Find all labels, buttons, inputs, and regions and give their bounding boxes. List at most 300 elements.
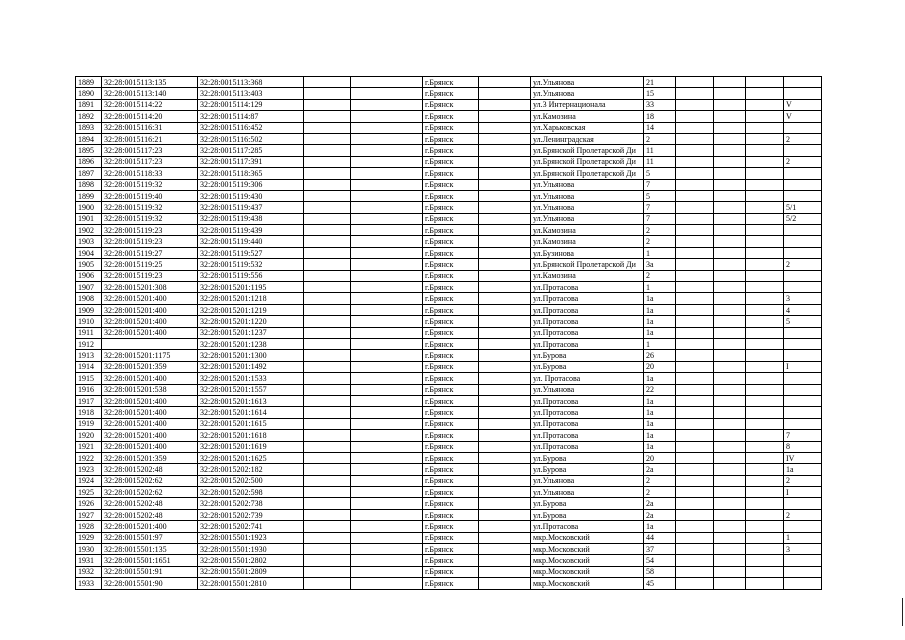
- house-number-cell: 5: [644, 168, 676, 179]
- register-sheet: [75, 76, 822, 590]
- cadastral-parcel-cell: 32:28:0015117:23: [102, 145, 198, 156]
- cadastral-object-cell: 32:28:0015119:527: [198, 247, 304, 258]
- table-row: [76, 179, 822, 190]
- col-4-cell: [304, 168, 351, 179]
- premises-number-cell: 5/1: [784, 202, 822, 213]
- cadastral-parcel-cell: 32:28:0015201:359: [102, 452, 198, 463]
- house-number-cell: 5: [644, 190, 676, 201]
- col-11-cell: [714, 327, 746, 338]
- cadastral-parcel-cell: 32:28:0015116:31: [102, 122, 198, 133]
- col-12-cell: [746, 441, 784, 452]
- col-10-cell: [676, 555, 714, 566]
- cadastral-object-cell: 32:28:0015116:502: [198, 133, 304, 144]
- col-5-cell: [351, 464, 423, 475]
- col-5-cell: [351, 247, 423, 258]
- col-5-cell: [351, 407, 423, 418]
- col-12-cell: [746, 213, 784, 224]
- col-4-cell: [304, 327, 351, 338]
- premises-number-cell: [784, 88, 822, 99]
- col-12-cell: [746, 247, 784, 258]
- col-7-cell: [479, 304, 531, 315]
- cadastral-object-cell: 32:28:0015113:368: [198, 77, 304, 88]
- cadastral-parcel-cell: 32:28:0015201:400: [102, 441, 198, 452]
- col-10-cell: [676, 430, 714, 441]
- col-12-cell: [746, 384, 784, 395]
- col-12-cell: [746, 498, 784, 509]
- col-7-cell: [479, 190, 531, 201]
- col-5-cell: [351, 532, 423, 543]
- city-cell: г.Брянск: [423, 441, 479, 452]
- house-number-cell: 1а: [644, 293, 676, 304]
- col-5-cell: [351, 441, 423, 452]
- col-12-cell: [746, 532, 784, 543]
- table-row: [76, 213, 822, 224]
- col-7-cell: [479, 555, 531, 566]
- city-cell: г.Брянск: [423, 77, 479, 88]
- city-cell: г.Брянск: [423, 99, 479, 110]
- cadastral-object-cell: 32:28:0015501:1930: [198, 544, 304, 555]
- table-row: [76, 77, 822, 88]
- house-number-cell: 1а: [644, 316, 676, 327]
- col-10-cell: [676, 487, 714, 498]
- city-cell: г.Брянск: [423, 213, 479, 224]
- col-7-cell: [479, 487, 531, 498]
- table-row: [76, 111, 822, 122]
- col-5-cell: [351, 373, 423, 384]
- house-number-cell: 14: [644, 122, 676, 133]
- street-cell: ул.Бузинова: [531, 247, 644, 258]
- table-row: [76, 259, 822, 270]
- city-cell: г.Брянск: [423, 532, 479, 543]
- table-row: [76, 270, 822, 281]
- col-11-cell: [714, 509, 746, 520]
- col-5-cell: [351, 236, 423, 247]
- col-11-cell: [714, 145, 746, 156]
- col-11-cell: [714, 236, 746, 247]
- row-number-cell: 1892: [76, 111, 102, 122]
- street-cell: ул.Ульянова: [531, 213, 644, 224]
- table-row: [76, 373, 822, 384]
- col-12-cell: [746, 282, 784, 293]
- col-7-cell: [479, 259, 531, 270]
- col-10-cell: [676, 338, 714, 349]
- premises-number-cell: [784, 168, 822, 179]
- premises-number-cell: I: [784, 361, 822, 372]
- house-number-cell: 1а: [644, 395, 676, 406]
- cadastral-object-cell: 32:28:0015201:1533: [198, 373, 304, 384]
- city-cell: г.Брянск: [423, 361, 479, 372]
- house-number-cell: 1: [644, 338, 676, 349]
- premises-number-cell: [784, 179, 822, 190]
- cadastral-object-cell: 32:28:0015117:285: [198, 145, 304, 156]
- col-10-cell: [676, 532, 714, 543]
- col-11-cell: [714, 407, 746, 418]
- city-cell: г.Брянск: [423, 236, 479, 247]
- page-edge-mark: [902, 598, 903, 626]
- col-5-cell: [351, 327, 423, 338]
- street-cell: ул.Ульянова: [531, 384, 644, 395]
- cadastral-object-cell: 32:28:0015119:430: [198, 190, 304, 201]
- col-12-cell: [746, 122, 784, 133]
- premises-number-cell: [784, 407, 822, 418]
- city-cell: г.Брянск: [423, 418, 479, 429]
- col-10-cell: [676, 441, 714, 452]
- house-number-cell: 2: [644, 270, 676, 281]
- city-cell: г.Брянск: [423, 190, 479, 201]
- col-4-cell: [304, 99, 351, 110]
- col-5-cell: [351, 213, 423, 224]
- col-7-cell: [479, 179, 531, 190]
- city-cell: г.Брянск: [423, 350, 479, 361]
- cadastral-object-cell: 32:28:0015201:1615: [198, 418, 304, 429]
- cadastral-object-cell: 32:28:0015202:500: [198, 475, 304, 486]
- premises-number-cell: [784, 498, 822, 509]
- col-4-cell: [304, 361, 351, 372]
- col-5-cell: [351, 304, 423, 315]
- house-number-cell: 1а: [644, 407, 676, 418]
- col-11-cell: [714, 168, 746, 179]
- row-number-cell: 1894: [76, 133, 102, 144]
- cadastral-parcel-cell: 32:28:0015201:538: [102, 384, 198, 395]
- cadastral-parcel-cell: 32:28:0015201:400: [102, 418, 198, 429]
- house-number-cell: 58: [644, 566, 676, 577]
- city-cell: г.Брянск: [423, 282, 479, 293]
- col-11-cell: [714, 190, 746, 201]
- house-number-cell: 20: [644, 452, 676, 463]
- col-4-cell: [304, 122, 351, 133]
- table-row: [76, 338, 822, 349]
- col-11-cell: [714, 259, 746, 270]
- col-5-cell: [351, 361, 423, 372]
- house-number-cell: 2а: [644, 498, 676, 509]
- col-4-cell: [304, 452, 351, 463]
- col-11-cell: [714, 475, 746, 486]
- city-cell: г.Брянск: [423, 487, 479, 498]
- row-number-cell: 1924: [76, 475, 102, 486]
- table-row: [76, 168, 822, 179]
- col-7-cell: [479, 350, 531, 361]
- table-row: [76, 452, 822, 463]
- house-number-cell: 1а: [644, 430, 676, 441]
- house-number-cell: 21: [644, 77, 676, 88]
- col-10-cell: [676, 395, 714, 406]
- col-12-cell: [746, 475, 784, 486]
- row-number-cell: 1901: [76, 213, 102, 224]
- col-10-cell: [676, 133, 714, 144]
- cadastral-object-cell: 32:28:0015114:87: [198, 111, 304, 122]
- col-5-cell: [351, 384, 423, 395]
- premises-number-cell: [784, 350, 822, 361]
- table-row: [76, 145, 822, 156]
- premises-number-cell: [784, 373, 822, 384]
- col-7-cell: [479, 225, 531, 236]
- table-row: [76, 441, 822, 452]
- street-cell: ул.Ульянова: [531, 190, 644, 201]
- premises-number-cell: 2: [784, 509, 822, 520]
- cadastral-parcel-cell: 32:28:0015119:32: [102, 213, 198, 224]
- col-10-cell: [676, 179, 714, 190]
- col-4-cell: [304, 259, 351, 270]
- col-11-cell: [714, 384, 746, 395]
- col-10-cell: [676, 293, 714, 304]
- row-number-cell: 1893: [76, 122, 102, 133]
- col-4-cell: [304, 373, 351, 384]
- premises-number-cell: [784, 555, 822, 566]
- premises-number-cell: 4: [784, 304, 822, 315]
- street-cell: ул.3 Интернационала: [531, 99, 644, 110]
- cadastral-object-cell: 32:28:0015118:365: [198, 168, 304, 179]
- premises-number-cell: [784, 327, 822, 338]
- cadastral-object-cell: 32:28:0015201:1220: [198, 316, 304, 327]
- table-row: [76, 395, 822, 406]
- city-cell: г.Брянск: [423, 179, 479, 190]
- col-7-cell: [479, 407, 531, 418]
- col-4-cell: [304, 304, 351, 315]
- col-10-cell: [676, 168, 714, 179]
- city-cell: г.Брянск: [423, 247, 479, 258]
- col-10-cell: [676, 475, 714, 486]
- row-number-cell: 1897: [76, 168, 102, 179]
- col-5-cell: [351, 475, 423, 486]
- table-row: [76, 361, 822, 372]
- city-cell: г.Брянск: [423, 430, 479, 441]
- city-cell: г.Брянск: [423, 316, 479, 327]
- col-11-cell: [714, 544, 746, 555]
- cadastral-parcel-cell: 32:28:0015202:62: [102, 475, 198, 486]
- house-number-cell: 1а: [644, 373, 676, 384]
- col-7-cell: [479, 338, 531, 349]
- row-number-cell: 1908: [76, 293, 102, 304]
- street-cell: ул.Протасова: [531, 282, 644, 293]
- col-4-cell: [304, 521, 351, 532]
- street-cell: ул.Протасова: [531, 430, 644, 441]
- house-number-cell: 2а: [644, 464, 676, 475]
- street-cell: мкр.Московский: [531, 532, 644, 543]
- row-number-cell: 1889: [76, 77, 102, 88]
- premises-number-cell: [784, 190, 822, 201]
- col-10-cell: [676, 282, 714, 293]
- row-number-cell: 1925: [76, 487, 102, 498]
- city-cell: г.Брянск: [423, 475, 479, 486]
- table-row: [76, 430, 822, 441]
- table-row: [76, 555, 822, 566]
- col-4-cell: [304, 509, 351, 520]
- col-7-cell: [479, 430, 531, 441]
- col-4-cell: [304, 395, 351, 406]
- row-number-cell: 1906: [76, 270, 102, 281]
- cadastral-parcel-cell: 32:28:0015201:359: [102, 361, 198, 372]
- col-11-cell: [714, 418, 746, 429]
- table-row: [76, 99, 822, 110]
- cadastral-object-cell: 32:28:0015201:1237: [198, 327, 304, 338]
- col-5-cell: [351, 145, 423, 156]
- col-10-cell: [676, 304, 714, 315]
- col-4-cell: [304, 179, 351, 190]
- cadastral-parcel-cell: 32:28:0015113:135: [102, 77, 198, 88]
- premises-number-cell: [784, 395, 822, 406]
- table-row: [76, 544, 822, 555]
- street-cell: ул.Протасова: [531, 521, 644, 532]
- col-7-cell: [479, 566, 531, 577]
- house-number-cell: 44: [644, 532, 676, 543]
- cadastral-parcel-cell: 32:28:0015119:23: [102, 270, 198, 281]
- table-row: [76, 384, 822, 395]
- col-10-cell: [676, 418, 714, 429]
- city-cell: г.Брянск: [423, 293, 479, 304]
- col-4-cell: [304, 384, 351, 395]
- col-10-cell: [676, 190, 714, 201]
- cadastral-parcel-cell: 32:28:0015119:32: [102, 202, 198, 213]
- cadastral-object-cell: 32:28:0015501:1923: [198, 532, 304, 543]
- col-7-cell: [479, 133, 531, 144]
- city-cell: г.Брянск: [423, 373, 479, 384]
- table-row: [76, 418, 822, 429]
- col-4-cell: [304, 282, 351, 293]
- col-11-cell: [714, 293, 746, 304]
- premises-number-cell: 8: [784, 441, 822, 452]
- row-number-cell: 1926: [76, 498, 102, 509]
- col-5-cell: [351, 190, 423, 201]
- col-11-cell: [714, 555, 746, 566]
- premises-number-cell: [784, 122, 822, 133]
- col-7-cell: [479, 236, 531, 247]
- street-cell: ул.Бурова: [531, 361, 644, 372]
- row-number-cell: 1900: [76, 202, 102, 213]
- house-number-cell: 3а: [644, 259, 676, 270]
- col-12-cell: [746, 430, 784, 441]
- cadastral-object-cell: 32:28:0015114:129: [198, 99, 304, 110]
- col-4-cell: [304, 247, 351, 258]
- cadastral-parcel-cell: [102, 338, 198, 349]
- house-number-cell: 2: [644, 133, 676, 144]
- col-4-cell: [304, 156, 351, 167]
- row-number-cell: 1918: [76, 407, 102, 418]
- house-number-cell: 1а: [644, 304, 676, 315]
- table-row: [76, 532, 822, 543]
- col-4-cell: [304, 464, 351, 475]
- premises-number-cell: 7: [784, 430, 822, 441]
- premises-number-cell: 2: [784, 156, 822, 167]
- cadastral-object-cell: 32:28:0015119:532: [198, 259, 304, 270]
- street-cell: мкр.Московский: [531, 578, 644, 589]
- col-11-cell: [714, 225, 746, 236]
- table-row: [76, 350, 822, 361]
- col-12-cell: [746, 202, 784, 213]
- col-5-cell: [351, 99, 423, 110]
- col-10-cell: [676, 521, 714, 532]
- col-4-cell: [304, 350, 351, 361]
- street-cell: ул.Ульянова: [531, 475, 644, 486]
- col-7-cell: [479, 498, 531, 509]
- col-11-cell: [714, 521, 746, 532]
- street-cell: ул.Протасова: [531, 316, 644, 327]
- house-number-cell: 7: [644, 213, 676, 224]
- table-row: [76, 566, 822, 577]
- city-cell: г.Брянск: [423, 327, 479, 338]
- city-cell: г.Брянск: [423, 88, 479, 99]
- col-12-cell: [746, 304, 784, 315]
- house-number-cell: 26: [644, 350, 676, 361]
- col-10-cell: [676, 259, 714, 270]
- street-cell: ул.Брянской Пролетарской Ди: [531, 156, 644, 167]
- street-cell: ул.Ульянова: [531, 88, 644, 99]
- col-10-cell: [676, 213, 714, 224]
- col-7-cell: [479, 202, 531, 213]
- street-cell: ул.Протасова: [531, 304, 644, 315]
- col-12-cell: [746, 259, 784, 270]
- street-cell: ул.Ульянова: [531, 77, 644, 88]
- col-12-cell: [746, 373, 784, 384]
- row-number-cell: 1895: [76, 145, 102, 156]
- street-cell: ул.Бурова: [531, 498, 644, 509]
- col-11-cell: [714, 77, 746, 88]
- col-12-cell: [746, 487, 784, 498]
- col-4-cell: [304, 555, 351, 566]
- cadastral-object-cell: 32:28:0015202:738: [198, 498, 304, 509]
- col-12-cell: [746, 418, 784, 429]
- cadastral-parcel-cell: 32:28:0015113:140: [102, 88, 198, 99]
- col-12-cell: [746, 452, 784, 463]
- table-row: [76, 293, 822, 304]
- col-10-cell: [676, 77, 714, 88]
- col-5-cell: [351, 487, 423, 498]
- table-row: [76, 236, 822, 247]
- col-11-cell: [714, 213, 746, 224]
- col-12-cell: [746, 566, 784, 577]
- col-4-cell: [304, 418, 351, 429]
- col-7-cell: [479, 122, 531, 133]
- col-11-cell: [714, 156, 746, 167]
- row-number-cell: 1923: [76, 464, 102, 475]
- street-cell: ул.Протасова: [531, 293, 644, 304]
- cadastral-parcel-cell: 32:28:0015119:23: [102, 236, 198, 247]
- col-11-cell: [714, 395, 746, 406]
- street-cell: ул.Брянской Пролетарской Ди: [531, 145, 644, 156]
- cadastral-object-cell: 32:28:0015119:437: [198, 202, 304, 213]
- premises-number-cell: 2: [784, 133, 822, 144]
- col-7-cell: [479, 464, 531, 475]
- col-5-cell: [351, 509, 423, 520]
- cadastral-parcel-cell: 32:28:0015201:400: [102, 316, 198, 327]
- col-11-cell: [714, 441, 746, 452]
- city-cell: г.Брянск: [423, 566, 479, 577]
- city-cell: г.Брянск: [423, 498, 479, 509]
- col-11-cell: [714, 316, 746, 327]
- city-cell: г.Брянск: [423, 407, 479, 418]
- col-12-cell: [746, 464, 784, 475]
- col-4-cell: [304, 236, 351, 247]
- street-cell: ул.Камозина: [531, 270, 644, 281]
- row-number-cell: 1929: [76, 532, 102, 543]
- cadastral-parcel-cell: 32:28:0015201:400: [102, 293, 198, 304]
- cadastral-parcel-cell: 32:28:0015201:400: [102, 395, 198, 406]
- col-12-cell: [746, 145, 784, 156]
- cadastral-object-cell: 32:28:0015201:1625: [198, 452, 304, 463]
- col-7-cell: [479, 145, 531, 156]
- col-7-cell: [479, 156, 531, 167]
- house-number-cell: 20: [644, 361, 676, 372]
- street-cell: ул.Протасова: [531, 407, 644, 418]
- col-10-cell: [676, 566, 714, 577]
- cadastral-parcel-cell: 32:28:0015117:23: [102, 156, 198, 167]
- col-10-cell: [676, 452, 714, 463]
- row-number-cell: 1916: [76, 384, 102, 395]
- house-number-cell: 45: [644, 578, 676, 589]
- col-11-cell: [714, 430, 746, 441]
- col-11-cell: [714, 452, 746, 463]
- col-10-cell: [676, 111, 714, 122]
- col-12-cell: [746, 361, 784, 372]
